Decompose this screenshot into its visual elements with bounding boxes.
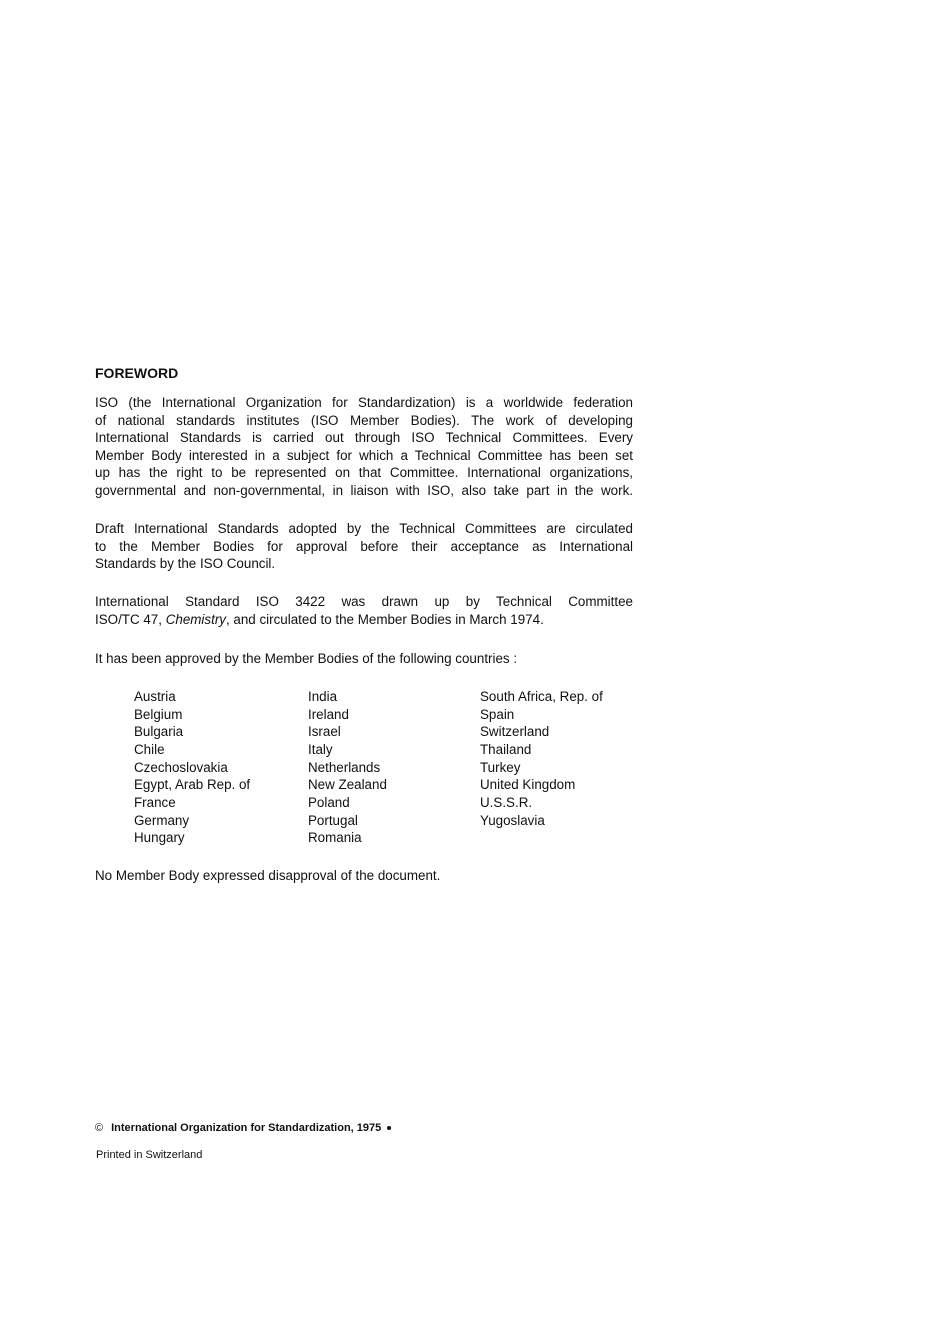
- text-line: International Standard ISO 3422 was drawn up by Technical Committee: [95, 594, 633, 609]
- text-line: of national standards institutes (ISO Member Bodies). The work of developing: [95, 412, 633, 428]
- page-title: FOREWORD: [95, 365, 179, 381]
- country-item: Portugal: [308, 812, 358, 828]
- country-item: Turkey: [480, 759, 521, 775]
- country-item: Germany: [134, 812, 190, 828]
- country-column-2: [308, 688, 387, 847]
- country-item: U.S.S.R.: [480, 794, 533, 810]
- closing-statement: [95, 867, 633, 885]
- printed-location: Printed in Switzerland: [96, 1149, 203, 1161]
- country-item: Israel: [308, 724, 341, 740]
- country-item: Netherlands: [308, 759, 381, 775]
- country-item: Yugoslavia: [480, 812, 545, 828]
- foreword-paragraph-3: [95, 593, 633, 628]
- text-line: International Standards is carried out through ISO Technical Committees. Every: [95, 430, 633, 446]
- country-item: Spain: [480, 706, 515, 722]
- country-column-3: [480, 688, 603, 829]
- country-item: Austria: [134, 689, 176, 704]
- approval-intro: [95, 650, 633, 668]
- text-line: No Member Body expressed disapproval of the document.: [95, 868, 441, 883]
- copyright-symbol: ©: [95, 1122, 104, 1134]
- foreword-paragraph-2: [95, 520, 633, 573]
- country-item: Switzerland: [480, 724, 550, 740]
- country-item: France: [134, 794, 176, 810]
- country-item: New Zealand: [308, 777, 387, 793]
- country-item: Ireland: [308, 706, 349, 722]
- text-line: governmental and non-governmental, in liaison with ISO, also take part in the work.: [95, 482, 633, 498]
- country-item: Hungary: [134, 830, 185, 846]
- text-line: Member Body interested in a subject for which a Technical Committee has been set: [95, 447, 633, 463]
- text-line: to the Member Bodies for approval before their acceptance as International: [95, 538, 633, 554]
- country-item: Bulgaria: [134, 724, 184, 740]
- text-segment: ISO/TC 47,: [95, 611, 166, 627]
- country-item: Thailand: [480, 741, 532, 757]
- country-item: Romania: [308, 830, 362, 846]
- foreword-paragraph-1: [95, 394, 633, 500]
- committee-name: Chemistry: [165, 611, 226, 627]
- country-item: United Kingdom: [480, 777, 576, 793]
- text-segment: , and circulated to the Member Bodies in March 1974.: [225, 611, 544, 627]
- country-item: India: [308, 689, 338, 704]
- bullet-mark: [387, 1126, 391, 1130]
- country-item: Egypt, Arab Rep. of: [134, 777, 251, 793]
- text-line: It has been approved by the Member Bodies of the following countries :: [95, 651, 518, 666]
- country-item: Chile: [134, 741, 165, 757]
- text-line: up has the right to be represented on that Committee. International organizations,: [95, 465, 633, 481]
- country-item: Belgium: [134, 706, 183, 722]
- country-item: South Africa, Rep. of: [480, 689, 603, 704]
- text-line: Standards by the ISO Council.: [95, 556, 276, 572]
- text-line: Draft International Standards adopted by the Technical Committees are circulated: [95, 521, 633, 536]
- copyright-text: International Organization for Standardization, 1975: [111, 1122, 382, 1134]
- text-line: [95, 611, 633, 629]
- copyright-notice: [95, 1122, 391, 1134]
- text-line: ISO (the International Organization for Standardization) is a worldwide federation: [95, 395, 633, 410]
- country-item: Czechoslovakia: [134, 759, 228, 775]
- country-item: Italy: [308, 741, 333, 757]
- country-item: Poland: [308, 794, 350, 810]
- country-column-1: [134, 688, 250, 847]
